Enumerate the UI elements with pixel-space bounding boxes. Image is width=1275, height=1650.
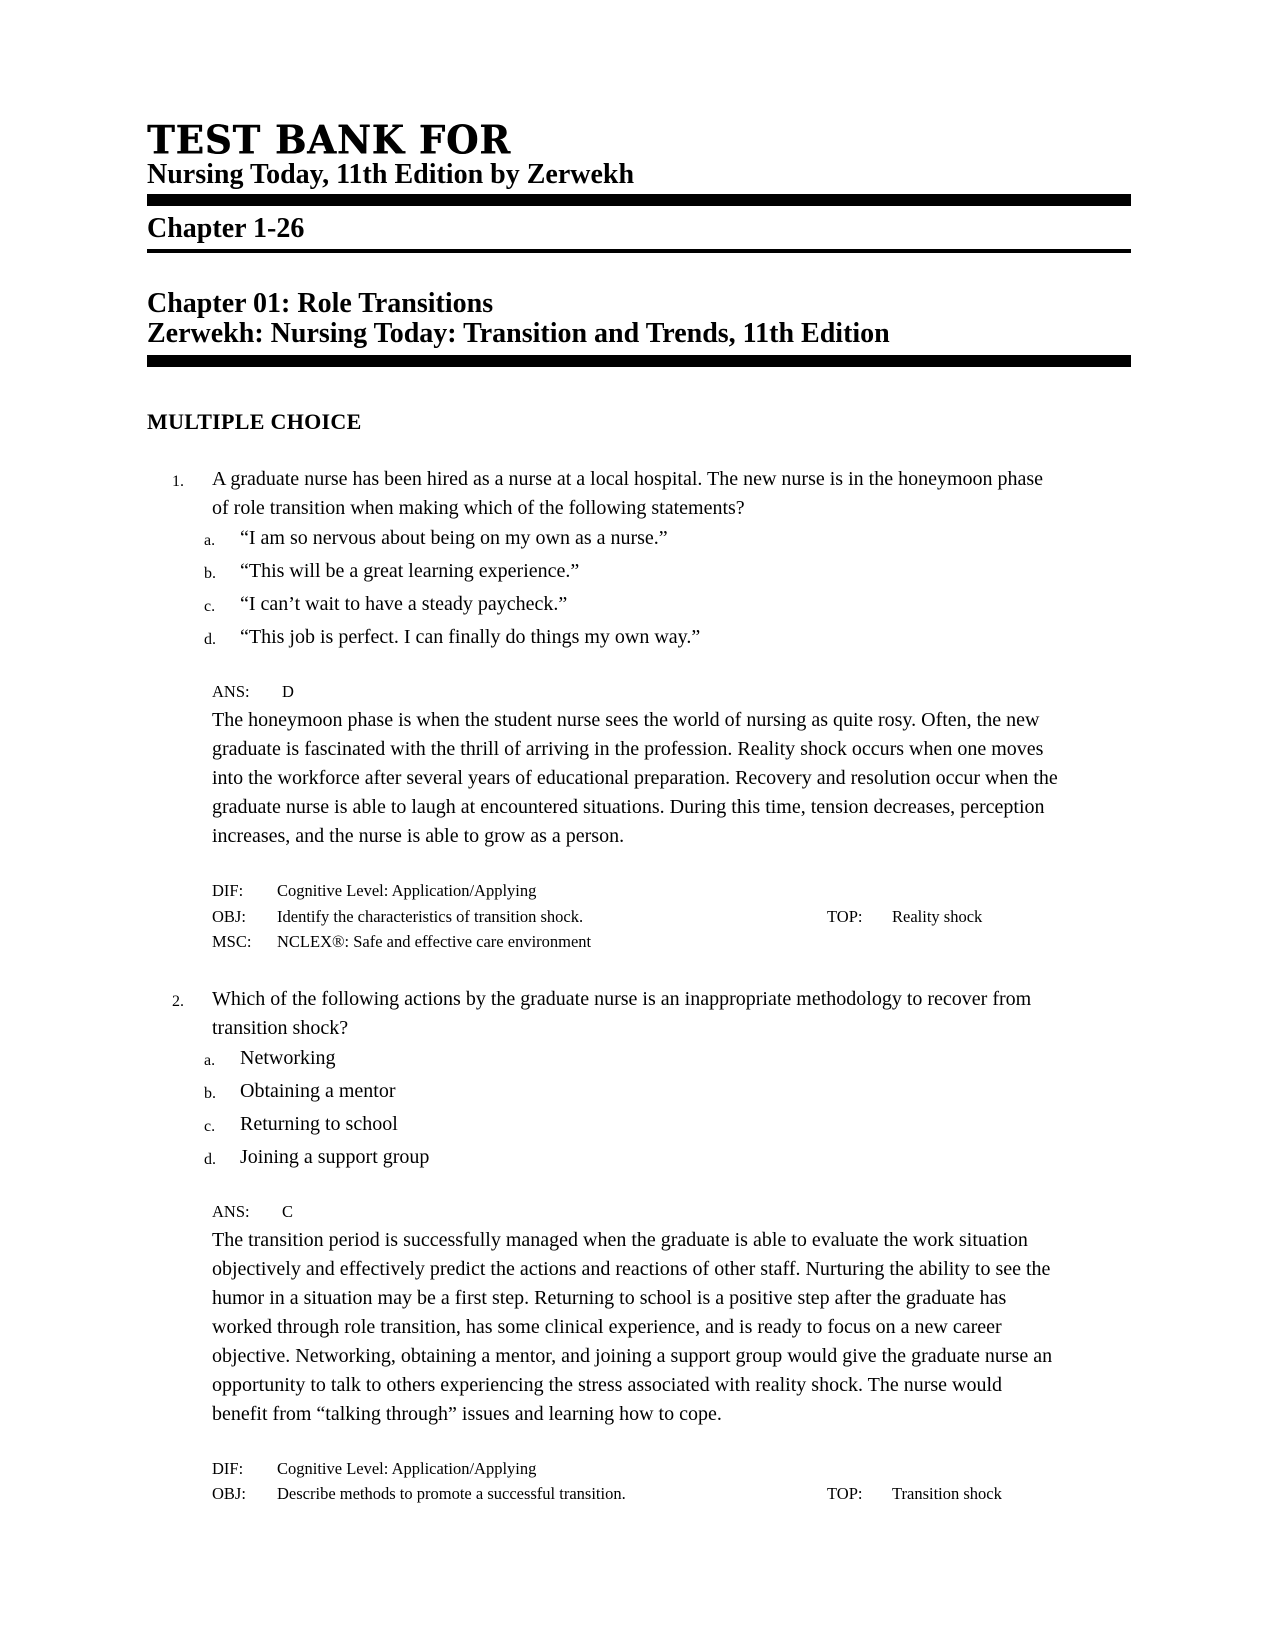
option-text: “This will be a great learning experience.” [240,560,580,582]
option-d [204,622,1060,655]
question-number: 1. [172,473,184,490]
obj-row [212,904,1060,930]
rationale: The transition period is successfully managed when the graduate is able to evaluate the work situation objectively and effectively predict the actions and reactions of other staff. Nurturing the ability to see the humor in a situation may be a first step. Returning to school is a positive step after the graduate has worked through role transition, has some clinical experience, and is ready to focus on a new career objective. Networking, obtaining a mentor, and joining a support group would give the graduate nurse an opportunity to talk to others experiencing the stress associated with reality shock. The nurse would benefit from “talking through” issues and learning how to cope. [212,1228,1053,1425]
option-text: “This job is perfect. I can finally do things my own way.” [240,626,701,648]
option-b [204,1076,1060,1109]
obj-value: Identify the characteristics of transition shock. [277,906,584,926]
test-bank-title: TEST BANK FOR [147,116,511,164]
answer-value: D [282,682,294,701]
option-text: “I am so nervous about being on my own as a nurse.” [240,527,668,549]
obj-label: OBJ: [212,906,246,926]
options-list [204,523,1060,655]
page-content [147,118,1131,1507]
msc-value: NCLEX®: Safe and effective care environment [277,932,592,951]
option-d [204,1142,1060,1175]
msc-label: MSC: [212,932,252,951]
answer-row [212,677,1060,706]
rationale: The honeymoon phase is when the student nurse sees the world of nursing as quite rosy. Often, the new graduate is fascinated with the thrill of arriving in the profession. Reality shock occurs when one moves into the workforce after several years of educational preparation. Recovery and resolution occur when the graduate nurse is able to laugh at encountered situations. During this time, tension decreases, perception increases, and the nurse is able to grow as a person. [212,709,1058,847]
chapter-range: Chapter 1-26 [147,213,305,244]
question-stem: Which of the following actions by the graduate nurse is an inappropriate methodology to recover from transition shock? [212,987,1032,1039]
option-text: Returning to school [240,1112,398,1135]
question-meta [212,1456,1060,1507]
section-heading: MULTIPLE CHOICE [147,409,362,434]
dif-row [212,878,1060,904]
option-text: Joining a support group [240,1145,430,1168]
option-a [204,523,1060,556]
option-letter: b. [204,565,216,582]
book-subtitle: Nursing Today, 11th Edition by Zerwekh [147,159,635,190]
chapter-title: Chapter 01: Role Transitions [147,288,494,319]
divider-bar [147,355,1131,367]
dif-value: Cognitive Level: Application/Applying [277,881,537,900]
question-body [204,465,1060,955]
option-text: Networking [240,1046,336,1069]
option-letter: c. [204,1117,216,1135]
book-title: Zerwekh: Nursing Today: Transition and Trends, 11th Edition [147,318,890,349]
answer-row [212,1197,1060,1226]
msc-row [212,929,1060,955]
option-letter: b. [204,1084,216,1102]
option-b [204,556,1060,589]
dif-row [212,1456,1060,1482]
question-stem: A graduate nurse has been hired as a nurse at a local hospital. The new nurse is in the honeymoon phase of role transition when making which of the following statements? [212,468,1044,519]
dif-label: DIF: [212,881,244,900]
question-meta [212,878,1060,955]
answer-label: ANS: [212,682,250,701]
obj-label: OBJ: [212,1484,246,1503]
option-letter: a. [204,1051,216,1069]
option-a [204,1043,1060,1076]
top-label: TOP: [827,1484,863,1503]
top-value: Reality shock [892,906,983,926]
question-body [204,985,1060,1507]
answer-value: C [282,1201,294,1221]
option-c [204,1109,1060,1142]
top-label: TOP: [827,906,863,926]
question-1 [147,465,1131,955]
option-text: “I can’t wait to have a steady paycheck.” [240,593,568,615]
obj-value: Describe methods to promote a successful transition. [277,1484,626,1503]
top-group [827,1481,1002,1507]
dif-value: Cognitive Level: Application/Applying [277,1458,537,1478]
obj-row [212,1481,1060,1507]
answer-label: ANS: [212,1201,250,1221]
option-c [204,589,1060,622]
option-letter: d. [204,631,216,648]
question-2 [147,985,1131,1507]
dif-label: DIF: [212,1458,244,1478]
top-group [827,904,982,930]
option-text: Obtaining a mentor [240,1079,396,1102]
option-letter: a. [204,532,216,549]
top-value: Transition shock [892,1484,1002,1503]
question-number: 2. [172,992,184,1010]
option-letter: d. [204,1150,216,1168]
divider-bar [147,194,1131,206]
options-list [204,1043,1060,1175]
thin-rule [147,249,1131,253]
option-letter: c. [204,598,216,615]
